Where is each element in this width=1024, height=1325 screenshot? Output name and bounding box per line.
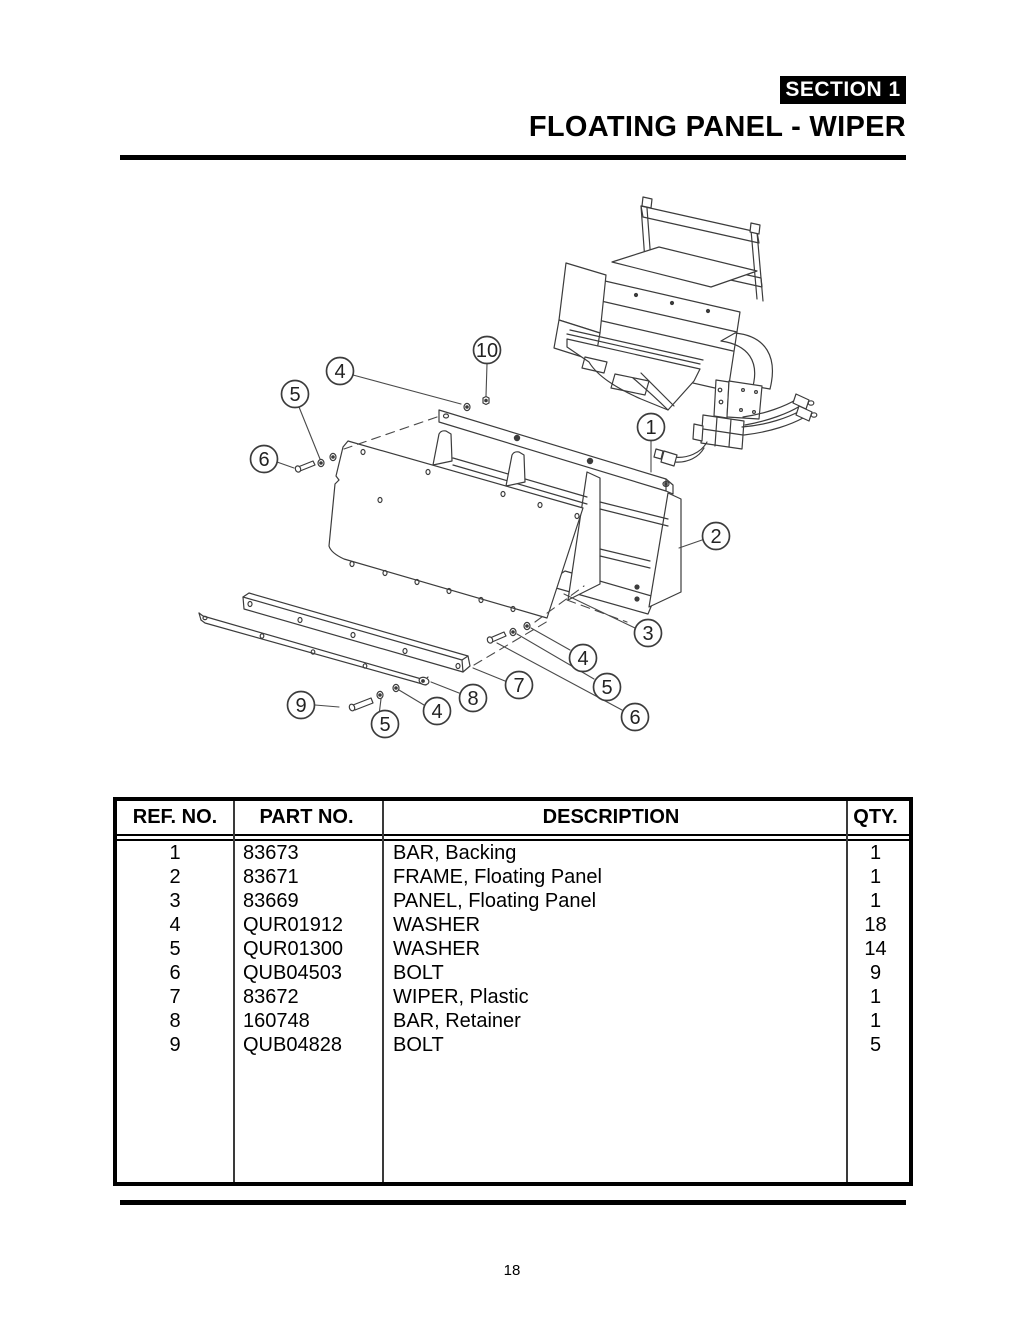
cell-qty: 14 [864,938,887,960]
cell-part: 83669 [243,890,299,912]
cell-ref: 9 [169,1034,181,1056]
callout-10 [474,337,501,364]
callout-9 [288,692,315,719]
cell-desc: WASHER [393,938,481,960]
callout-8-label: 8 [467,688,479,710]
cell-qty: 9 [869,962,882,984]
cell-part: QUB04503 [243,962,342,984]
callout-6b-label: 6 [629,707,641,729]
exploded-diagram [0,175,1024,787]
floating-panel-art [329,431,587,618]
callout-4c-label: 4 [431,701,443,723]
callout-6a [251,446,278,473]
table-empty-space [117,1057,909,1182]
cell-qty: 1 [869,890,882,912]
cell-desc: PANEL, Floating Panel [393,890,597,912]
machine-assembly-art [554,197,817,466]
callout-6a-label: 6 [258,449,270,471]
callout-4b-label: 4 [577,648,589,670]
cell-part: 83671 [243,866,299,888]
callout-4b [570,645,597,672]
footer-rule [120,1200,906,1205]
cell-part: 83673 [243,842,299,864]
callout-6b [622,704,649,731]
wiper-and-retainer-art [199,593,470,686]
cell-desc: BOLT [393,1034,444,1056]
cell-desc: FRAME, Floating Panel [393,866,602,888]
table-row [117,841,909,865]
callout-7-label: 7 [513,675,525,697]
callout-4a-label: 4 [334,361,346,383]
callout-2-label: 2 [710,526,722,548]
table-row [117,913,909,937]
column-divider [233,801,235,1182]
callout-9-label: 9 [295,695,307,717]
cell-desc: WASHER [393,914,481,936]
cell-ref: 1 [169,842,181,864]
callout-2 [703,523,730,550]
table-row [117,889,909,913]
cell-qty: 1 [869,842,882,864]
callout-5b [594,674,621,701]
callout-5c [372,711,399,738]
cell-desc: BAR, Backing [393,842,517,864]
callout-5b-label: 5 [601,677,613,699]
column-divider [846,801,848,1182]
cell-part: 160748 [243,1010,310,1032]
header-rule [120,155,906,160]
cell-qty: 1 [869,1010,882,1032]
table-row [117,865,909,889]
callout-7 [506,672,533,699]
section-badge: SECTION 1 [780,76,906,104]
table-row [117,961,909,985]
cell-ref: 4 [169,914,181,936]
column-header-ref: REF. NO. [132,806,218,828]
callout-8 [460,685,487,712]
cell-desc: WIPER, Plastic [393,986,529,1008]
cell-part: QUR01912 [243,914,344,936]
cell-qty: 18 [864,914,887,936]
cell-ref: 7 [169,986,181,1008]
cell-qty: 1 [869,866,882,888]
column-header-qty: QTY. [853,806,898,828]
page-title: FLOATING PANEL - WIPER [528,111,906,143]
callout-5a [282,381,309,408]
callout-3-label: 3 [642,623,654,645]
callout-10-label: 10 [475,340,499,362]
parts-table-header [117,801,909,834]
cell-ref: 2 [169,866,181,888]
callout-5a-label: 5 [289,384,301,406]
table-row [117,1033,909,1057]
cell-part: QUB04828 [243,1034,342,1056]
column-header-part: PART NO. [259,806,354,828]
cell-ref: 8 [169,1010,181,1032]
cell-desc: BAR, Retainer [393,1010,521,1032]
table-row [117,937,909,961]
header-separator-double-line [117,834,909,841]
cell-ref: 5 [169,938,181,960]
cell-qty: 1 [869,986,882,1008]
cell-desc: BOLT [393,962,444,984]
cell-ref: 6 [169,962,181,984]
page-number: 18 [503,1262,521,1279]
table-row [117,1009,909,1033]
callout-4c [424,698,451,725]
table-row [117,985,909,1009]
callout-1 [638,414,665,441]
cell-part: QUR01300 [243,938,344,960]
column-divider [382,801,384,1182]
cell-part: 83672 [243,986,299,1008]
callout-3 [635,620,662,647]
callout-4a [327,358,354,385]
callout-5c-label: 5 [379,714,391,736]
cell-qty: 5 [869,1034,882,1056]
parts-table [113,797,913,1186]
parts-table-body [117,841,909,1182]
column-header-desc: DESCRIPTION [542,806,680,828]
callout-1-label: 1 [645,417,657,439]
cell-ref: 3 [169,890,181,912]
